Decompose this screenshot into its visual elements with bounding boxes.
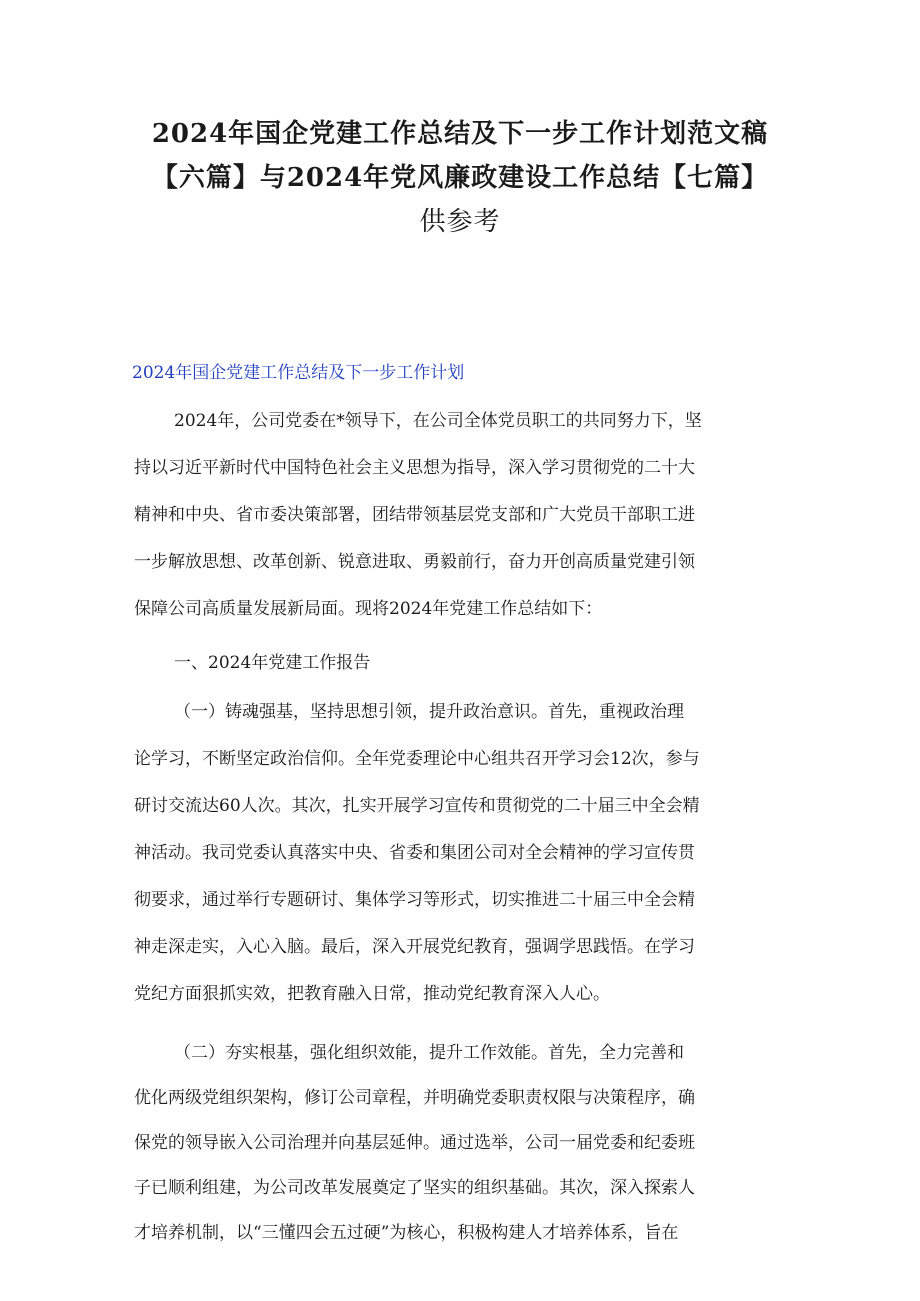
document-title [110, 112, 810, 244]
paragraph-line: 保党的领导嵌入公司治理并向基层延伸。通过选举，公司一届党委和纪委班 [134, 1133, 695, 1153]
paragraph-line: （二）夯实根基，强化组织效能，提升工作效能。首先，全力完善和 [174, 1043, 684, 1063]
paragraph-line: 神活动。我司党委认真落实中央、省委和集团公司对全会精神的学习宣传贯 [134, 843, 695, 863]
paragraph-section-1 [134, 689, 792, 1018]
paragraph-line: 神走深走实，入心入脑。最后，深入开展党纪教育，强调学思践悟。在学习 [134, 937, 695, 957]
title-line-1: 2024年国企党建工作总结及下一步工作计划范文稿 [151, 119, 769, 149]
paragraph-line: 论学习，不断坚定政治信仰。全年党委理论中心组共召开学习会12次，参与 [134, 749, 700, 769]
title-line-3: 供参考 [419, 207, 501, 237]
paragraph-line: 一步解放思想、改革创新、锐意进取、勇毅前行，奋力开创高质量党建引领 [134, 552, 695, 572]
paragraph-line: 保障公司高质量发展新局面。现将2024年党建工作总结如下： [134, 599, 603, 619]
paragraph-line: 才培养机制，以“三懂四会五过硬”为核心，积极构建人才培养体系，旨在 [134, 1223, 679, 1243]
paragraph-line: 党纪方面狠抓实效，把教育融入日常，推动党纪教育深入人心。 [134, 984, 610, 1004]
paragraph-line: 一、2024年党建工作报告 [174, 653, 371, 673]
title-line-2: 【六篇】与2024年党风廉政建设工作总结【七篇】 [151, 163, 769, 193]
paragraph-line: 2024年，公司党委在*领导下，在公司全体党员职工的共同努力下，坚 [174, 411, 702, 431]
section-heading-link[interactable]: 2024年国企党建工作总结及下一步工作计划 [132, 363, 465, 383]
subheading-report [134, 640, 792, 687]
paragraph-line: 持以习近平新时代中国特色社会主义思想为指导，深入学习贯彻党的二十大 [134, 458, 695, 478]
paragraph-line: 子已顺利组建，为公司改革发展奠定了坚实的组织基础。其次，深入探索人 [134, 1178, 695, 1198]
paragraph-intro [134, 398, 792, 633]
paragraph-line: 优化两级党组织架构，修订公司章程，并明确党委职责权限与决策程序，确 [134, 1088, 695, 1108]
paragraph-section-2 [134, 1031, 792, 1256]
paragraph-line: 研讨交流达60人次。其次，扎实开展学习宣传和贯彻党的二十届三中全会精 [134, 796, 700, 816]
paragraph-line: 精神和中央、省市委决策部署，团结带领基层党支部和广大党员干部职工进 [134, 505, 695, 525]
paragraph-line: （一）铸魂强基，坚持思想引领，提升政治意识。首先，重视政治理 [174, 702, 684, 722]
paragraph-line: 彻要求，通过举行专题研讨、集体学习等形式，切实推进二十届三中全会精 [134, 890, 695, 910]
